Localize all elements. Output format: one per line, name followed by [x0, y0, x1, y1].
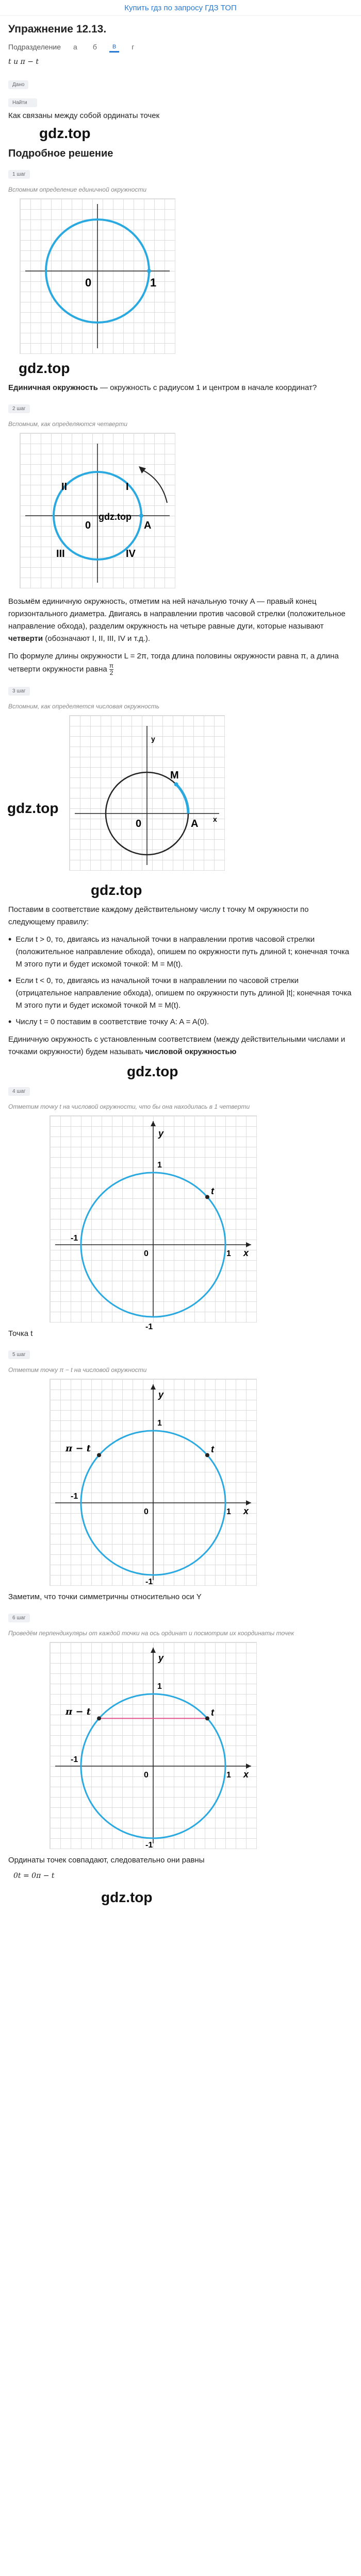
step-6-section — [8, 1608, 353, 1906]
svg-text:0: 0 — [136, 818, 142, 830]
step-5-hint: Отметим точку π − t на числовой окружности — [8, 1366, 147, 1374]
task-formula: t и π − t — [8, 58, 39, 66]
svg-text:A: A — [191, 818, 199, 830]
watermark-text: gdz.top — [101, 1889, 153, 1906]
svg-text:y: y — [158, 1389, 164, 1400]
term-number-circle: числовой окружностью — [145, 1047, 237, 1057]
svg-text:y: y — [158, 1653, 164, 1664]
conclusion-paragraph: Единичную окружность с установленным соответствием (между действительными числами и точками окружности) будем называть числовой окружностью — [8, 1035, 346, 1057]
svg-text:y: y — [158, 1128, 164, 1139]
given-badge: Дано — [8, 80, 28, 89]
svg-text:-1: -1 — [71, 1234, 78, 1243]
quarters-svg — [20, 433, 175, 588]
watermark-text: gdz.top — [127, 1063, 178, 1080]
label-q1: I — [126, 481, 129, 493]
svg-text:1: 1 — [157, 1419, 162, 1428]
arc-t — [176, 785, 188, 814]
ordinates-figure — [50, 1642, 257, 1849]
term-unit-circle: Единичная окружность — [8, 383, 98, 392]
svg-text:-1: -1 — [145, 1578, 153, 1587]
subsection-tab-a[interactable]: а — [73, 42, 77, 51]
watermark-text: gdz.top — [7, 800, 59, 817]
final-paragraph: Ординаты точек совпадают, следовательно они равны — [8, 1856, 205, 1865]
subsection-tab-v[interactable]: в — [109, 41, 119, 53]
watermark-text: gdz.top — [19, 360, 70, 376]
top-promo-link[interactable]: Купить гдз по запросу ГДЗ ТОП — [0, 0, 361, 16]
label-zero: 0 — [85, 276, 92, 289]
svg-text:x: x — [213, 815, 217, 824]
page-title: Упражнение 12.13. — [8, 23, 107, 35]
label-q2: II — [61, 481, 68, 493]
svg-text:0: 0 — [144, 1507, 149, 1517]
subsection-label: Подразделение — [8, 42, 61, 51]
watermark-in-figure: gdz.top — [99, 512, 132, 522]
point-t-figure — [50, 1115, 257, 1332]
step-1-badge: 1 шаг — [8, 170, 30, 179]
subsection-tab-g[interactable]: г — [132, 42, 135, 51]
svg-text:y: y — [151, 735, 155, 743]
definition-text: — окружность с радиусом 1 и центром в начале координат? — [97, 383, 317, 392]
svg-text:π − t: π − t — [65, 1443, 91, 1454]
step-4-hint: Отметим точку t на числовой окружности, что бы она находилась в 1 четверти — [8, 1103, 250, 1111]
svg-text:1: 1 — [226, 1771, 231, 1780]
question-text: Как связаны между собой ординаты точек — [8, 111, 160, 120]
step-5-badge: 5 шаг — [8, 1350, 30, 1359]
step-5-section — [8, 1345, 353, 1603]
svg-text:1: 1 — [157, 1161, 162, 1170]
svg-text:t: t — [211, 1707, 214, 1718]
step-4-section — [8, 1082, 353, 1340]
svg-text:t: t — [211, 1444, 214, 1455]
term-quarters: четверти — [8, 634, 43, 643]
unit-circle-svg — [20, 199, 175, 353]
step-1-section — [8, 165, 353, 394]
length-paragraph: По формуле длины окружности L = 2π, тогда длина половины окружности равна π, а длина четверти окружности равна $\frac{\pi}{2}$ — [8, 652, 339, 677]
arrow-head — [139, 466, 146, 473]
svg-text:1: 1 — [157, 1682, 162, 1691]
pi-over-two: $\frac{\pi}{2}$ — [109, 662, 114, 677]
step-4-badge: 4 шаг — [8, 1087, 30, 1096]
svg-text:1: 1 — [226, 1507, 231, 1517]
main-content — [0, 23, 361, 1906]
step-3-badge: 3 шаг — [8, 687, 30, 696]
bullet-zero: • Числу t = 0 поставим в соответствие точку A: A = A(0). — [8, 1016, 209, 1027]
step-3-hint: Вспомним, как определяется числовая окружность — [8, 703, 160, 710]
point-t-svg — [50, 1116, 256, 1332]
number-circle-figure — [69, 715, 225, 871]
svg-text:-1: -1 — [145, 1841, 153, 1850]
symmetric-paragraph: Заметим, что точки симметричны относительно оси Y — [8, 1592, 202, 1602]
svg-text:-1: -1 — [145, 1323, 153, 1332]
direction-arrow — [141, 469, 167, 503]
svg-text:0: 0 — [85, 520, 91, 531]
svg-text:-1: -1 — [71, 1492, 78, 1501]
step-3-section — [8, 682, 353, 1080]
unit-circle-figure — [20, 198, 175, 354]
label-A: A — [144, 520, 152, 531]
step-6-hint: Проведём перпендикуляры от каждой точки на ось ординат и посмотрим их координаты точек — [8, 1630, 294, 1637]
point-t-label: Точка t — [8, 1329, 33, 1338]
label-q3: III — [56, 548, 65, 560]
step-2-badge: 2 шаг — [8, 404, 30, 413]
point-t — [205, 1195, 209, 1199]
subsection-nav — [8, 41, 353, 53]
quarters-paragraph: Возьмём единичную окружность, отметим на ней начальную точку A — правый конец горизонтального диаметра. Двигаясь в направлении против часовой стрелки (положительное направление обхода), разделим окружность на четыре равные дуги, которые называют четверти (обозначают I, II, III, IV и т.д.). — [8, 597, 346, 643]
svg-text:-1: -1 — [71, 1755, 78, 1765]
label-q4: IV — [126, 548, 136, 560]
number-circle-paragraph: Поставим в соответствие каждому действительному числу t точку M окружности по следующему правилу: — [8, 905, 309, 927]
svg-text:0: 0 — [144, 1771, 149, 1780]
label-one: 1 — [150, 276, 157, 289]
ordinates-svg — [50, 1642, 256, 1849]
svg-text:0: 0 — [144, 1249, 149, 1259]
svg-text:x: x — [243, 1506, 249, 1517]
label-M: M — [170, 770, 179, 782]
svg-text:x: x — [243, 1769, 249, 1780]
watermark-text: gdz.top — [39, 125, 91, 141]
unit-circle-definition — [8, 382, 353, 394]
step-2-hint: Вспомним, как определяются четверти — [8, 420, 127, 428]
point-pi-minus-t — [97, 1453, 101, 1458]
bullet-positive: • Если t > 0, то, двигаясь из начальной точки в направлении против часовой стрелки (положительное направление обхода), опишем по окружности путь длиной t; конечная точка M этого пути и будет искомой точкой: M = M(t). — [8, 934, 350, 969]
solution-title: Подробное решение — [8, 148, 113, 159]
step-2-section — [8, 399, 353, 676]
subsection-tab-b[interactable]: б — [92, 42, 97, 51]
bullet-negative: • Если t < 0, то, двигаясь из начальной точки в направлении по часовой стрелки (отрицательное направление обхода), опишем по окружности путь длиной |t|; конечная точка M этого пути и будет искомой точкой M = M(t). — [8, 975, 352, 1010]
step-6-badge: 6 шаг — [8, 1614, 30, 1622]
final-formula: 0t = 0π − t — [13, 1872, 55, 1880]
point-one — [147, 269, 151, 273]
quarters-figure — [20, 433, 175, 588]
point-pi-t-svg — [50, 1379, 256, 1585]
svg-text:π − t: π − t — [65, 1706, 91, 1718]
point-pi-t-figure — [50, 1379, 257, 1586]
step-1-hint: Вспомним определение единичной окружности — [8, 186, 147, 193]
number-circle-svg — [70, 716, 224, 870]
watermark-text: gdz.top — [91, 882, 142, 899]
need-badge: Найти — [8, 98, 37, 107]
svg-text:t: t — [211, 1186, 214, 1197]
svg-text:x: x — [243, 1248, 249, 1259]
svg-text:1: 1 — [226, 1249, 231, 1259]
